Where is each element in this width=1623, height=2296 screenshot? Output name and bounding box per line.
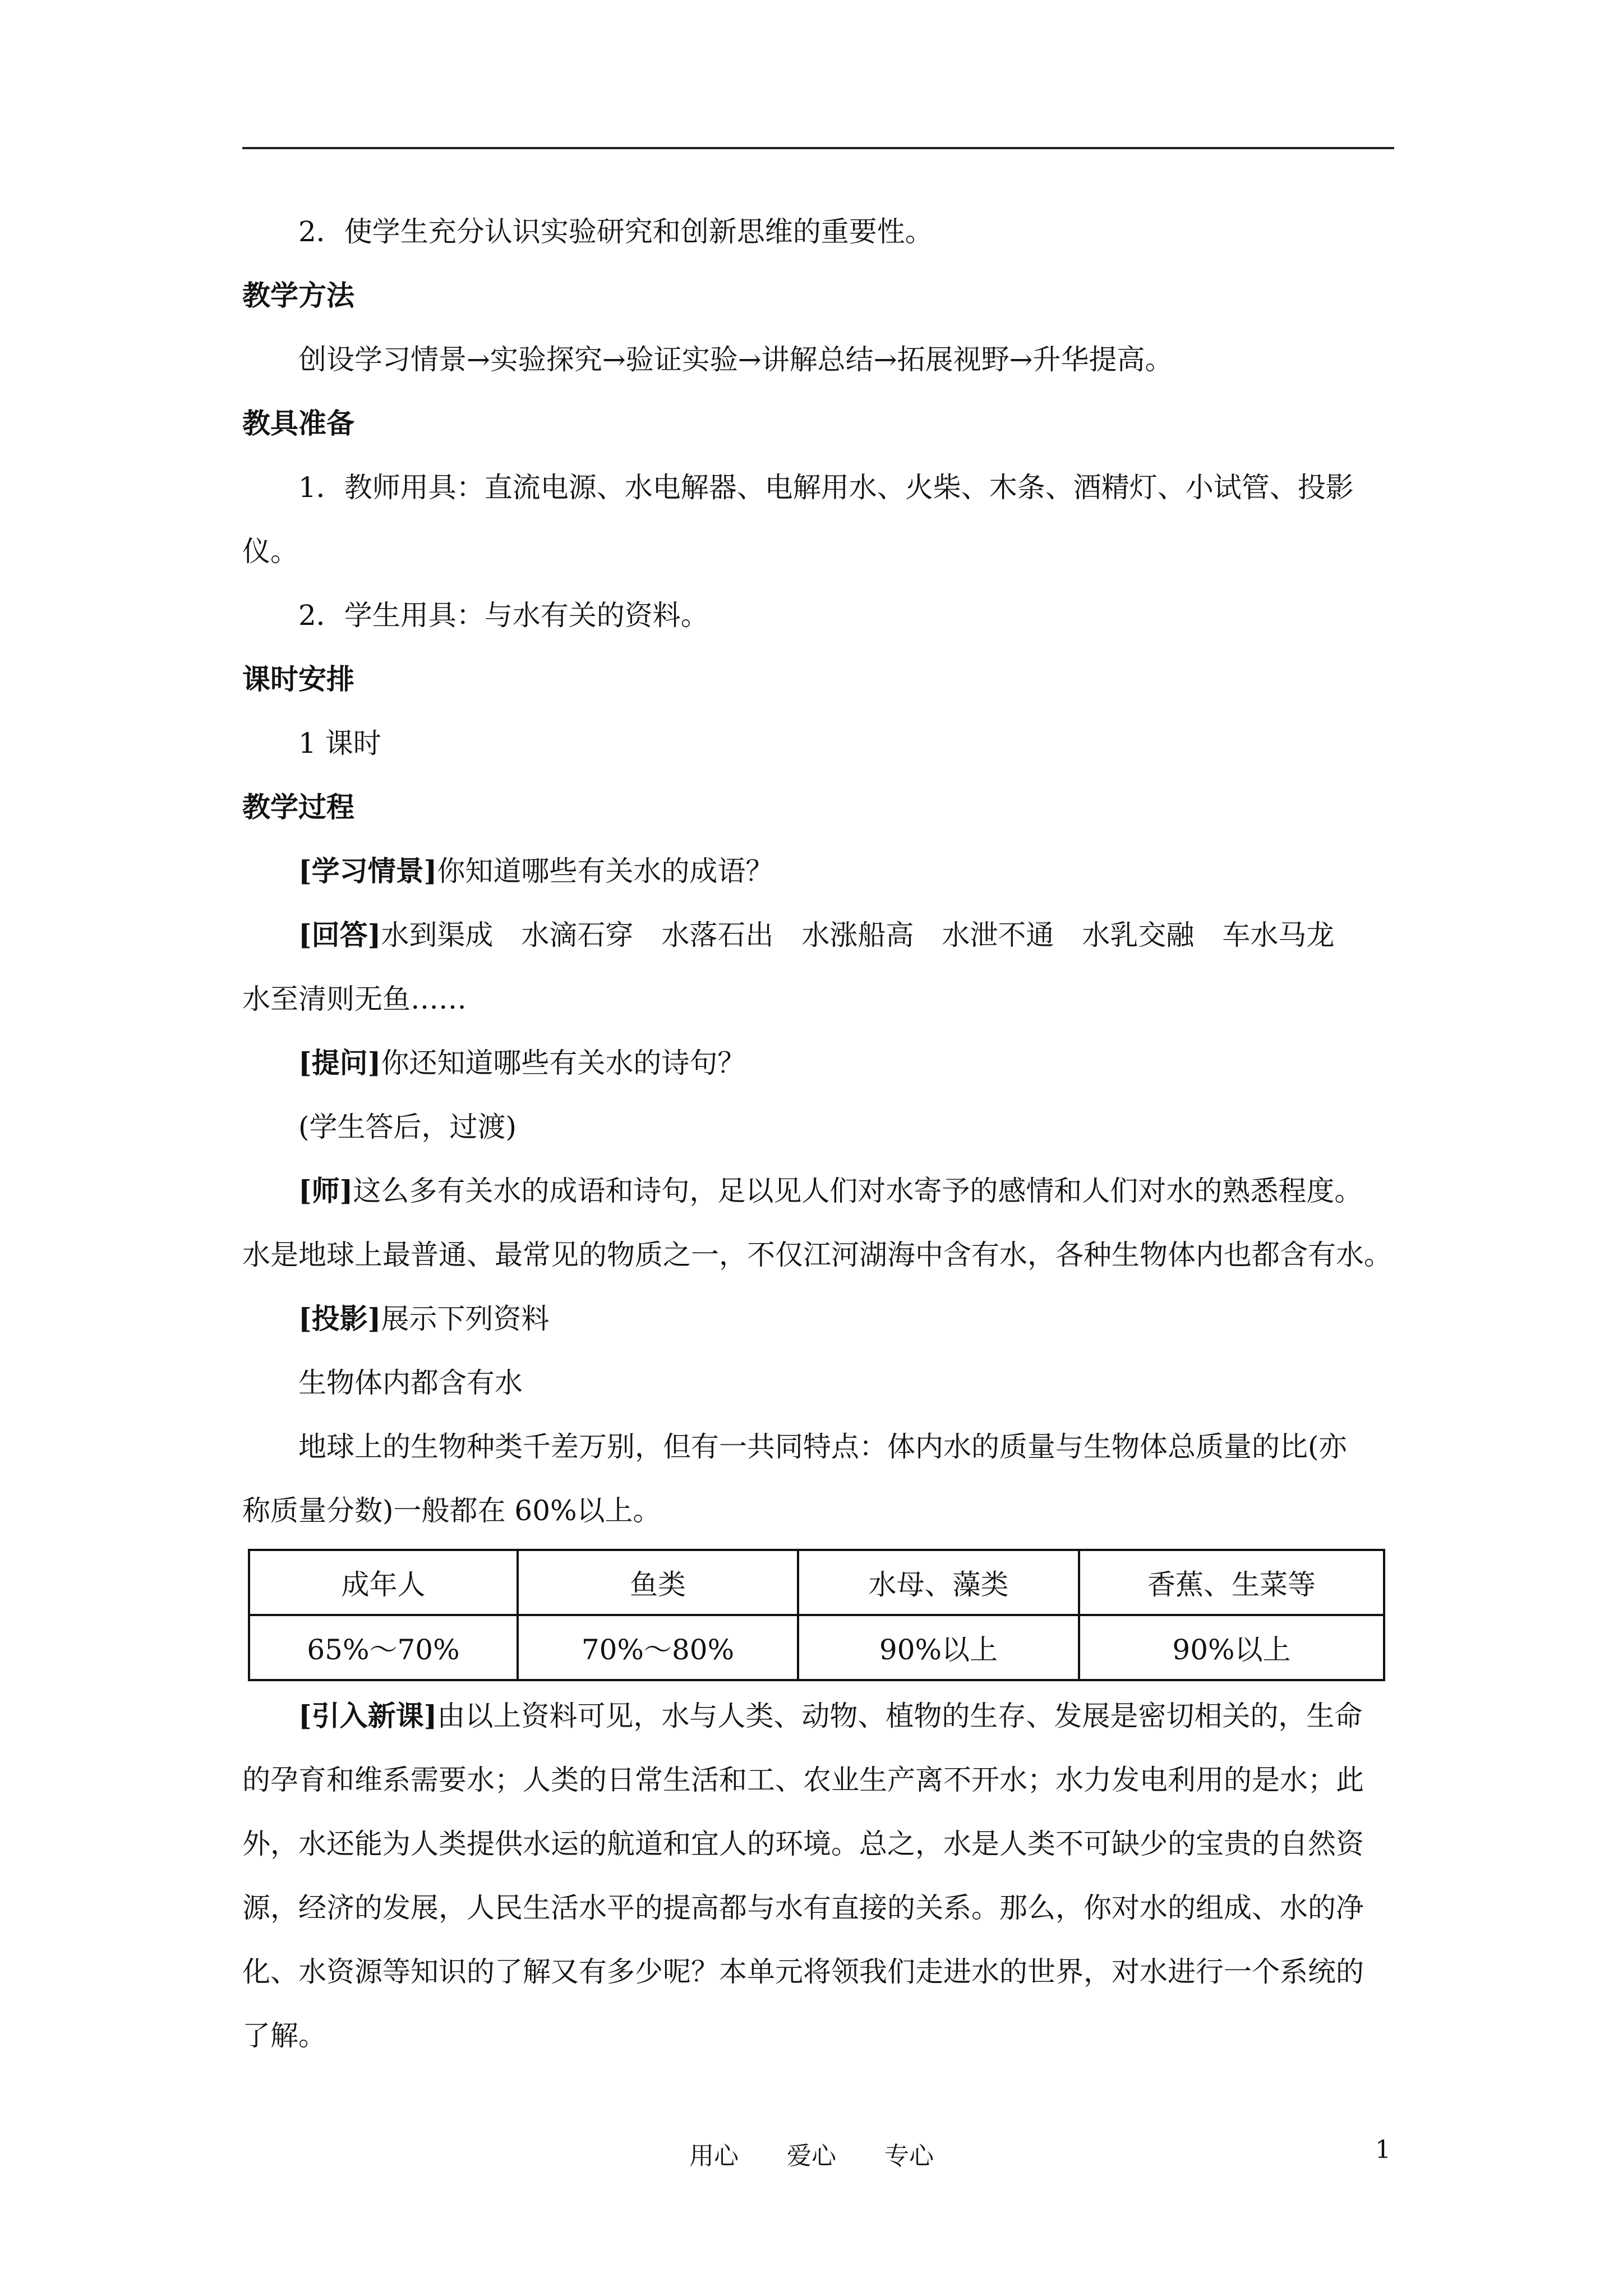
table-value-cell: 90%以上	[798, 1615, 1079, 1680]
table-row-header	[249, 1550, 1384, 1615]
table-value-cell: 65%～70%	[249, 1615, 518, 1680]
tag-projection: [投影]	[298, 1302, 381, 1335]
new-lesson-text-3: 外，水还能为人类提供水运的航道和宜人的环境。总之，水是人类不可缺少的宝贵的自然资	[242, 1828, 1364, 1860]
heading-method: 教学方法	[242, 279, 354, 312]
paragraph-situation	[242, 839, 1394, 903]
tools-teacher-line-2: 仪。	[242, 535, 298, 568]
table-row-values	[249, 1615, 1384, 1680]
new-lesson-text-4: 源，经济的发展，人民生活水平的提高都与水有直接的关系。那么，你对水的组成、水的净	[242, 1892, 1364, 1924]
answer-line-1	[242, 903, 1394, 967]
tools-student: 2．学生用具：与水有关的资料。	[298, 599, 709, 632]
schedule-text: 1 课时	[298, 727, 381, 760]
text-answer-a: 水到渠成 水滴石穿 水落石出 水涨船高 水泄不通 水乳交融 车水马龙	[381, 919, 1335, 951]
method-text: 创设学习情景→实验探究→验证实验→讲解总结→拓展视野→升华提高。	[298, 343, 1173, 376]
teacher-line-1	[242, 1159, 1394, 1223]
tools-teacher	[242, 455, 1394, 583]
text-teacher-b: 水是地球上最普通、最常见的物质之一，不仅江河湖海中含有水，各种生物体内也都含有水。	[242, 1239, 1392, 1271]
paragraph-projection	[242, 1287, 1394, 1351]
heading-schedule: 课时安排	[242, 662, 354, 696]
paragraph-teacher	[242, 1159, 1394, 1287]
footer-text-1: 用心	[689, 2142, 739, 2170]
paragraph-subtitle: 生物体内都含有水	[298, 1366, 523, 1399]
heading-process: 教学过程	[242, 790, 354, 823]
table-value-cell: 90%以上	[1079, 1615, 1384, 1680]
goal-2: 2．使学生充分认识实验研究和创新思维的重要性。	[298, 215, 933, 248]
tools-teacher-line-1: 1．教师用具：直流电源、水电解器、电解用水、火柴、木条、酒精灯、小试管、投影	[298, 471, 1354, 504]
new-lesson-line-1	[242, 1684, 1394, 1748]
heading-tools: 教具准备	[242, 407, 354, 440]
table-header-cell: 鱼类	[518, 1550, 798, 1615]
text-teacher-a: 这么多有关水的成语和诗句，足以见人们对水寄予的感情和人们对水的熟悉程度。	[353, 1175, 1363, 1207]
paragraph-answer	[242, 903, 1394, 1031]
paragraph-transition: (学生答后，过渡)	[298, 1111, 517, 1143]
text-question: 你还知道哪些有关水的诗句？	[381, 1047, 746, 1079]
table-header-cell: 成年人	[249, 1550, 518, 1615]
footer-text-2: 爱心	[787, 2142, 836, 2170]
new-lesson-text-2: 的孕育和维系需要水；人类的日常生活和工、农业生产离不开水；水力发电利用的是水；此	[242, 1764, 1364, 1796]
paragraph-new-lesson	[242, 1684, 1394, 2068]
new-lesson-text-5: 化、水资源等知识的了解又有多少呢？本单元将领我们走进水的世界，对水进行一个系统的	[242, 1955, 1364, 1988]
paragraph-question	[242, 1031, 1394, 1095]
header-rule	[242, 147, 1394, 149]
new-lesson-text-6: 了解。	[242, 2019, 326, 2052]
tag-teacher: [师]	[298, 1174, 353, 1207]
tag-question: [提问]	[298, 1046, 381, 1079]
tag-new-lesson: [引入新课]	[298, 1699, 437, 1732]
text-facts-a: 地球上的生物种类千差万别，但有一共同特点：体内水的质量与生物体总质量的比(亦	[298, 1430, 1347, 1463]
text-projection: 展示下列资料	[381, 1303, 550, 1335]
tag-answer: [回答]	[298, 918, 381, 951]
paragraph-facts	[242, 1415, 1394, 1543]
footer-text-3: 专心	[884, 2142, 934, 2170]
new-lesson-text-1: 由以上资料可见，水与人类、动物、植物的生存、发展是密切相关的，生命	[437, 1700, 1363, 1732]
page-number: 1	[1375, 2136, 1391, 2164]
text-answer-b: 水至清则无鱼……	[242, 983, 467, 1015]
table-value-cell: 70%～80%	[518, 1615, 798, 1680]
table-header-cell: 水母、藻类	[798, 1550, 1079, 1615]
text-situation: 你知道哪些有关水的成语？	[437, 855, 774, 887]
text-facts-b: 称质量分数)一般都在 60%以上。	[242, 1494, 661, 1527]
water-content-table	[248, 1549, 1385, 1681]
tag-situation: [学习情景]	[298, 854, 437, 887]
table-header-cell: 香蕉、生菜等	[1079, 1550, 1384, 1615]
